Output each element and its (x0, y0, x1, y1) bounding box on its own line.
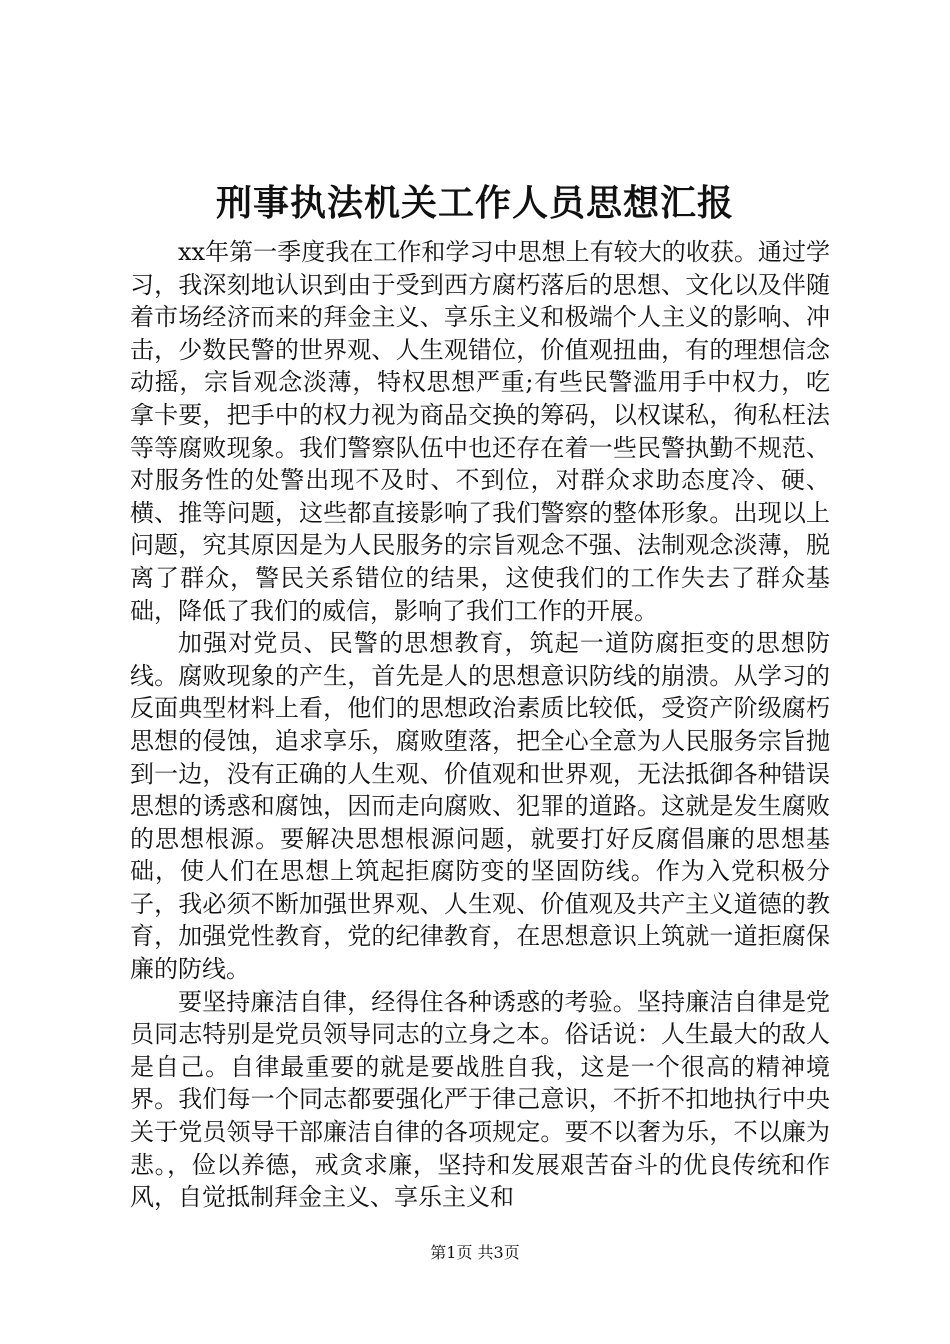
paragraph-2: 加强对党员、民警的思想教育，筑起一道防腐拒变的思想防线。腐败现象的产生，首先是人的思想意识防线的崩溃。从学习的反面典型材料上看，他们的思想政治素质比较低，受资产阶级腐朽思想的侵蚀，追求享乐，腐败堕落，把全心全意为人民服务宗旨抛到一边，没有正确的人生观、价值观和世界观，无法抵御各种错误思想的诱惑和腐蚀，因而走向腐败、犯罪的道路。这就是发生腐败的思想根源。要解决思想根源问题，就要打好反腐倡廉的思想基础，使人们在思想上筑起拒腐防变的坚固防线。作为入党积极分子，我必须不断加强世界观、人生观、价值观及共产主义道德的教育，加强党性教育，党的纪律教育，在思想意识上筑就一道拒腐保廉的防线。 (130, 629, 830, 984)
paragraph-1: xx年第一季度我在工作和学习中思想上有较大的收获。通过学习，我深刻地认识到由于受到西方腐朽落后的思想、文化以及伴随着市场经济而来的拜金主义、享乐主义和极端个人主义的影响、冲击，少数民警的世界观、人生观错位，价值观扭曲，有的理想信念动摇，宗旨观念淡薄，特权思想严重;有些民警滥用手中权力，吃拿卡要，把手中的权力视为商品交换的筹码，以权谋私，徇私枉法等等腐败现象。我们警察队伍中也还存在着一些民警执勤不规范、对服务性的处警出现不及时、不到位，对群众求助态度冷、硬、横、推等问题，这些都直接影响了我们警察的整体形象。出现以上问题，究其原因是为人民服务的宗旨观念不强、法制观念淡薄，脱离了群众，警民关系错位的结果，这使我们的工作失去了群众基础，降低了我们的威信，影响了我们工作的开展。 (130, 238, 830, 625)
document-body (130, 236, 830, 1214)
document-title: 刑事执法机关工作人员思想汇报 (215, 182, 734, 224)
paragraph-3: 要坚持廉洁自律，经得住各种诱惑的考验。坚持廉洁自律是党员同志特别是党员领导同志的立身之本。俗话说：人生最大的敌人是自己。自律最重要的就是要战胜自我，这是一个很高的精神境界。我们每一个同志都要强化严于律己意识，不折不扣地执行中央关于党员领导干部廉洁自律的各项规定。要不以奢为乐，不以廉为悲。，俭以养德，戒贪求廉，坚持和发展艰苦奋斗的优良传统和作风，自觉抵制拜金主义、享乐主义和 (130, 987, 830, 1212)
page-number-footer: 第1页 共3页 (430, 1243, 520, 1262)
